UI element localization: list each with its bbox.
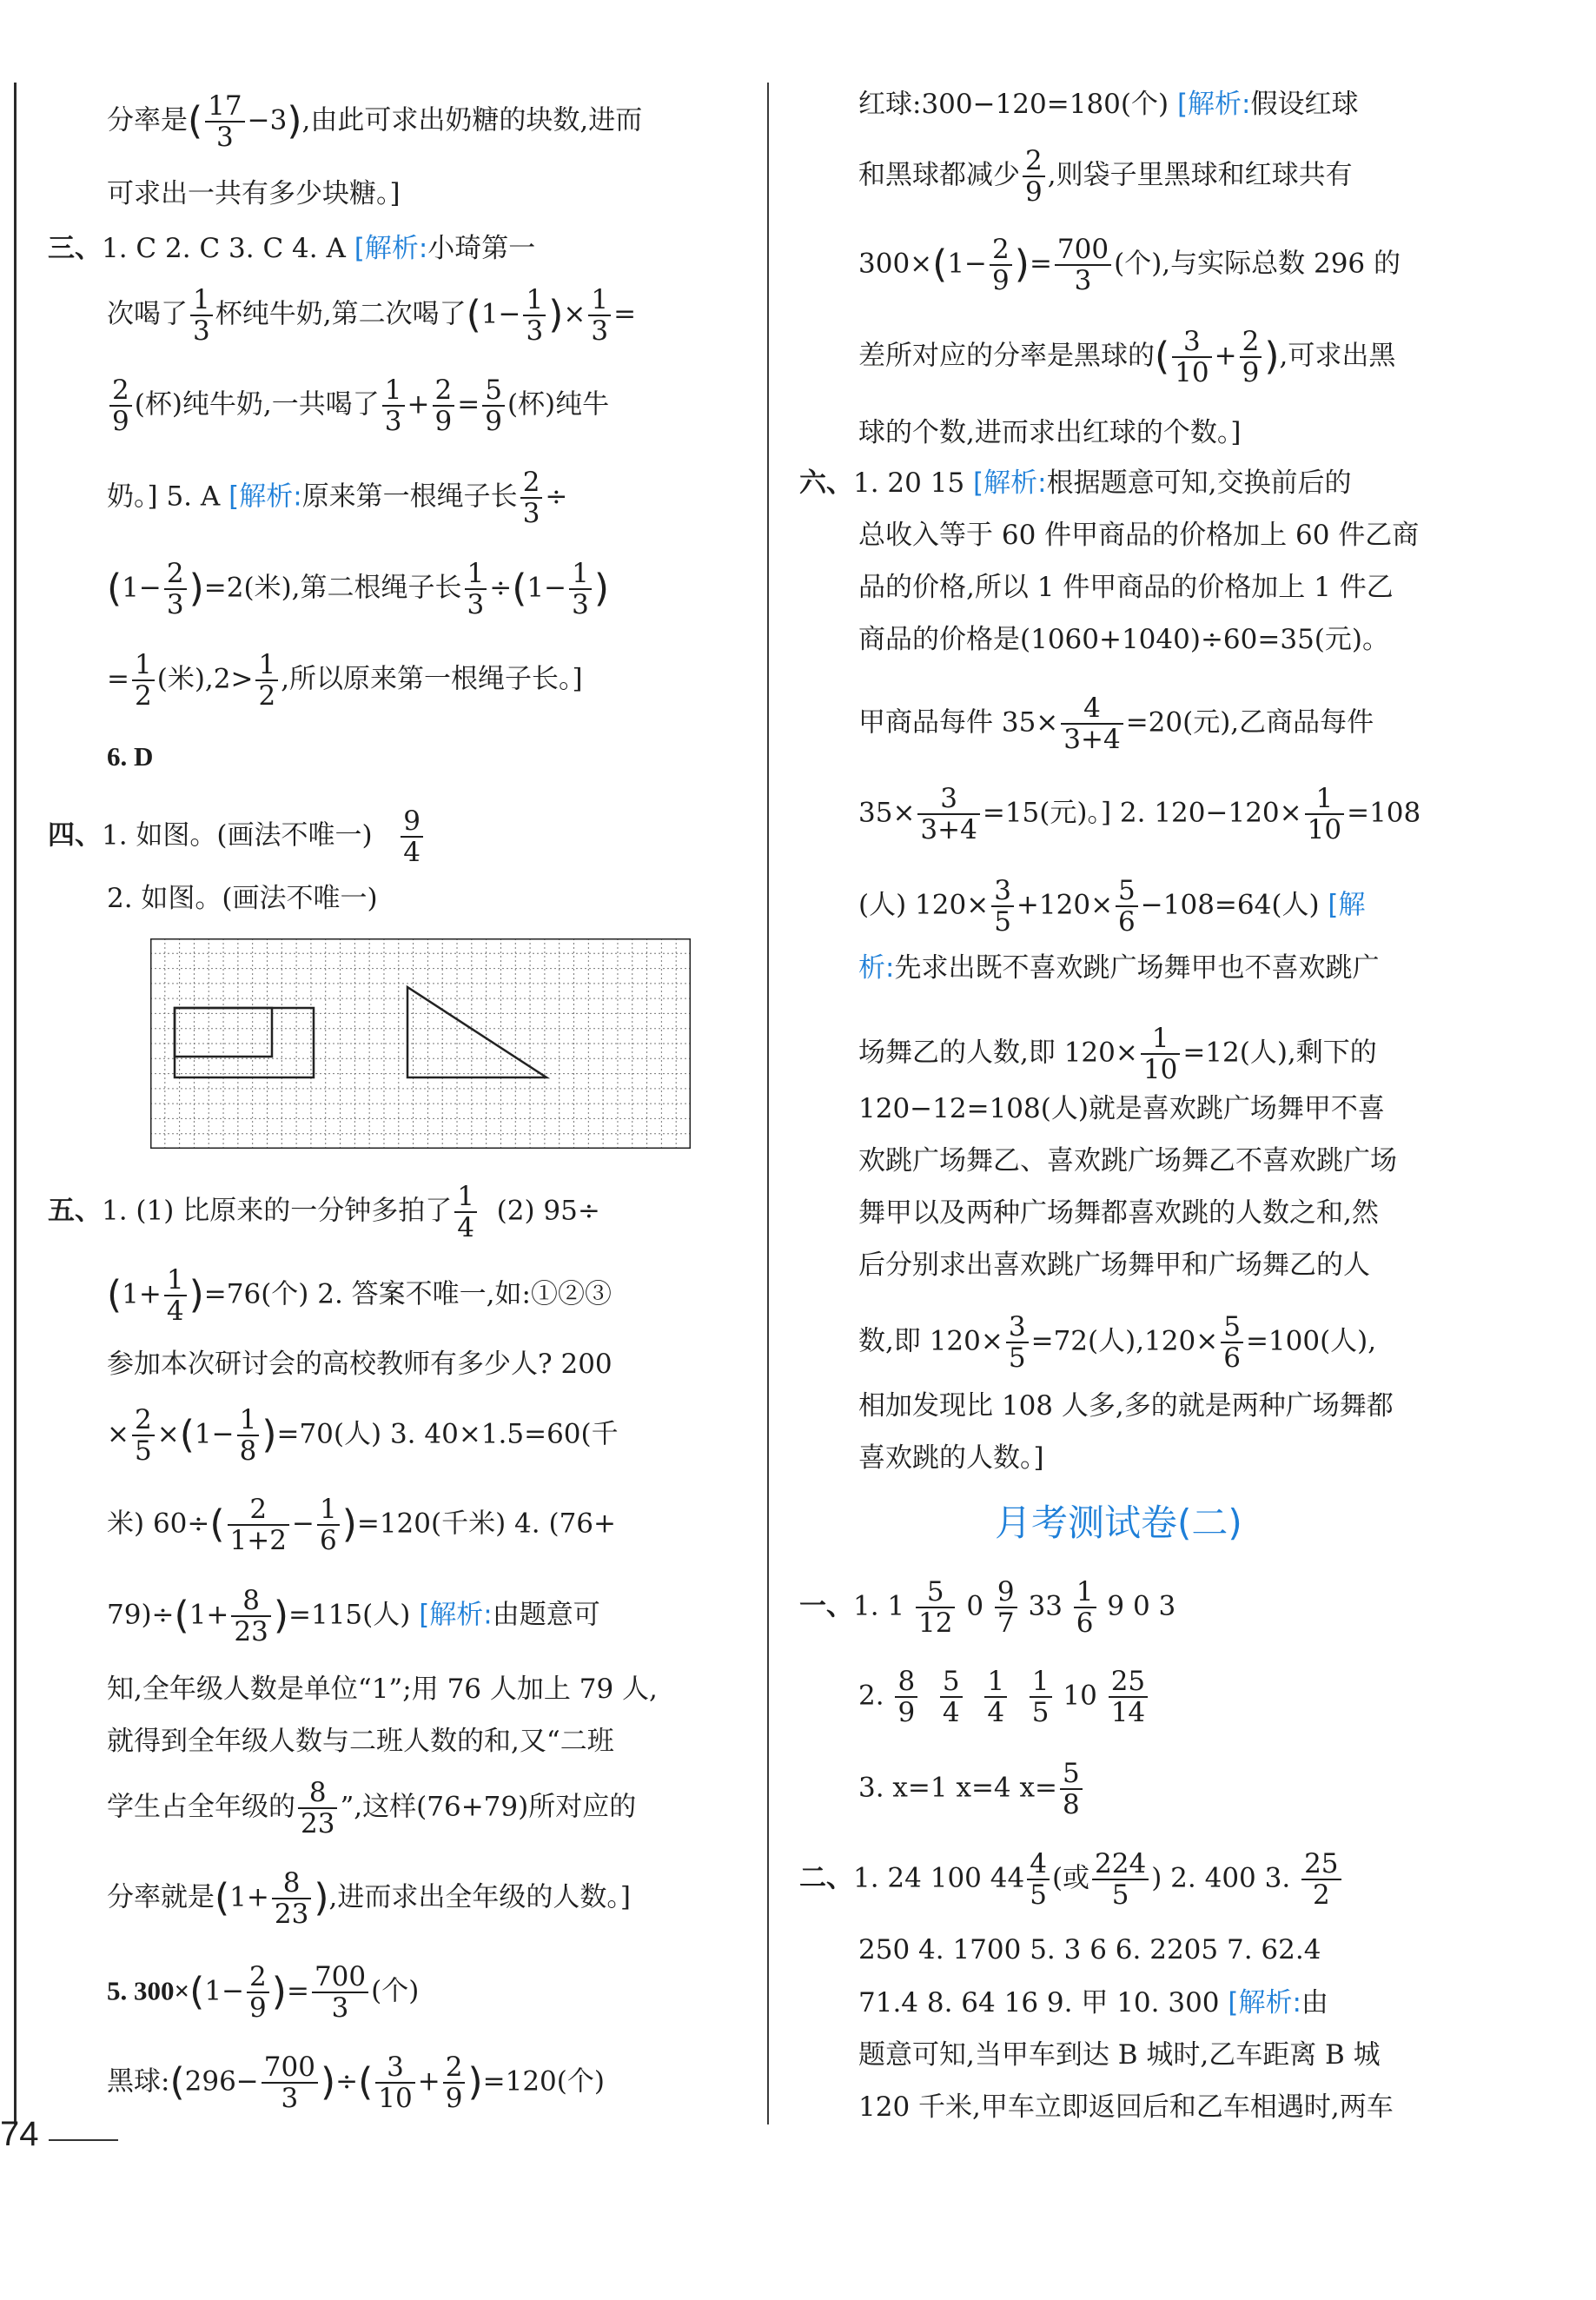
answer-line: 差所对应的分率是黑球的( $\frac{3}{10}$ + $\frac{2}{9}$ ),可求出黑 [858,326,1396,389]
answer-line: 商品的价格是(1060+1040)÷60=35(元)。 [858,624,1389,655]
answer-line: 舞甲以及两种广场舞都喜欢跳的人数之和,然 [858,1197,1379,1229]
answer-line: 数,即 120× $\frac{3}{5}$ =72(人),120× $\frac{5}{6}$ =100(人), [858,1311,1377,1375]
section-5-answers: 五、1. (1) 比原来的一分钟多拍了 $\frac{1}{4}$ (2) 95÷ [48,1181,600,1244]
answer-line: 米) 60÷( $\frac{2}{1+2}$ − $\frac{1}{6}$ )=120(千米) 4. (76+ [107,1494,616,1557]
answer-line: 参加本次研讨会的高校教师有多少人? 200 [107,1349,613,1380]
column-divider [767,83,769,2124]
answer-line: 6. D [107,741,154,772]
answer-line: 次喝了 $\frac{1}{3}$ 杯纯牛奶,第二次喝了(1− $\frac{1}{3}$ )× $\frac{1}{3}$ = [107,284,637,348]
answer-line: $\frac{2}{9}$ (杯)纯牛奶,一共喝了 $\frac{1}{3}$ + $\frac{2}{9}$ = $\frac{5}{9}$ (杯)纯牛 [107,375,609,436]
answer-line: (1− $\frac{2}{3}$ )=2(米),第二根绳子长 $\frac{1}{3}$ ÷(1− $\frac{1}{3}$ ) [107,558,610,621]
answer-line: 2. $\frac{8}{9}$ $\frac{5}{4}$ $\frac{1}{4}$ $\frac{1}{5}$ 10 $\frac{25}{14}$ [858,1667,1150,1727]
answer-line: 71.4 8. 64 16 9. 甲 10. 300 [解析:由 [858,1987,1328,2018]
right-triangle-shape [407,987,546,1077]
answer-line: 2. 如图。(画法不唯一) [107,883,378,914]
answer-line: 红球:300−120=180(个) [解析:假设红球 [858,89,1359,120]
rectangle-shape [175,1008,314,1077]
answer-line: 分率就是(1+ $\frac{8}{23}$ ),进而求出全年级的人数。] [107,1867,631,1931]
answer-line: 分率是( $\frac{17}{3}$ −3),由此可求出奶糖的块数,进而 [107,90,643,154]
answer-line: 欢跳广场舞乙、喜欢跳广场舞乙不喜欢跳广场 [858,1145,1397,1177]
inner-rectangle-shape [175,1008,272,1057]
answer-line: 品的价格,所以 1 件甲商品的价格加上 1 件乙 [858,572,1394,603]
answer-line: 5. 300×(1− $\frac{2}{9}$ )= $\frac{700}{3}$ (个) [107,1961,420,2025]
answer-line: (1+ $\frac{1}{4}$ )=76(个) 2. 答案不唯一,如:①②③ [107,1264,612,1328]
answer-line: (人) 120× $\frac{3}{5}$ +120× $\frac{5}{6}$ −108=64(人) [解 [858,875,1366,938]
answer-line: 喜欢跳的人数。] [858,1442,1044,1474]
answer-line: 甲商品每件 35× $\frac{4}{3+4}$ =20(元),乙商品每件 [858,693,1374,756]
section-title: 月考测试卷(二) [995,1501,1242,1544]
answer-line: 就得到全年级人数与二班人数的和,又“二班 [107,1726,614,1757]
answer-line: 35× $\frac{3}{3+4}$ =15(元)。] 2. 120−120× $\frac{1}{10}$ =108 [858,783,1421,846]
answer-line: 析:先求出既不喜欢跳广场舞甲也不喜欢跳广 [858,952,1380,984]
answer-line: 120−12=108(人)就是喜欢跳广场舞甲不喜 [858,1093,1385,1124]
answer-line: = $\frac{1}{2}$ (米),2> $\frac{1}{2}$ ,所以原来第一根绳子长。] [107,649,583,713]
answer-line: 题意可知,当甲车到达 B 城时,乙车距离 B 城 [858,2039,1381,2071]
section-1-answers: 一、1. 1 $\frac{5}{12}$ 0 $\frac{9}{7}$ 33 $\frac{1}{6}$ 9 0 3 [799,1576,1176,1640]
answer-line: 和黑球都减少 $\frac{2}{9}$ ,则袋子里黑球和红球共有 [858,145,1353,209]
page-number-rule [49,2139,118,2141]
answer-line: 120 千米,甲车立即返回后和乙车相遇时,两车 [858,2091,1394,2123]
answer-line: 3. x=1 x=4 x= $\frac{5}{8}$ [858,1759,1085,1819]
answer-line: 后分别求出喜欢跳广场舞甲和广场舞乙的人 [858,1249,1370,1281]
answer-line: 300×(1− $\frac{2}{9}$ )= $\frac{700}{3}$ (个),与实际总数 296 的 [858,234,1401,297]
section-4-answers: 四、1. 如图。(画法不唯一) $\frac{9}{4}$ [48,806,426,867]
answer-line: 学生占全年级的 $\frac{8}{23}$ ”,这样(76+79)所对应的 [107,1777,637,1840]
answer-line: × $\frac{2}{5}$ ×(1− $\frac{1}{8}$ )=70(人) 3. 40×1.5=60(千 [107,1404,619,1468]
grid-lines [150,938,691,1149]
answer-line: 总收入等于 60 件甲商品的价格加上 60 件乙商 [858,520,1420,551]
answer-line: 奶。] 5. A [解析:原来第一根绳子长 $\frac{2}{3}$ ÷ [107,467,568,530]
answer-line: 相加发现比 108 人多,多的就是两种广场舞都 [858,1390,1394,1422]
page-left-edge-rule [14,83,17,2124]
answer-line: 79)÷(1+ $\frac{8}{23}$ )=115(人) [解析:由题意可 [107,1585,600,1648]
section-2-answers: 二、1. 24 100 44 $\frac{4}{5}$ (或 $\frac{224}{5}$ ) 2. 400 3. $\frac{25}{2}$ [799,1849,1344,1910]
answer-line: 知,全年级人数是单位“1”;用 76 人加上 79 人, [107,1674,658,1705]
answer-line: 球的个数,进而求出红球的个数。] [858,417,1242,448]
answer-line: 黑球:(296− $\frac{700}{3}$ )÷( $\frac{3}{10}$ + $\frac{2}{9}$ )=120(个) [107,2051,605,2115]
answer-line: 场舞乙的人数,即 120× $\frac{1}{10}$ =12(人),剩下的 [858,1023,1377,1086]
answer-line: 250 4. 1700 5. 3 6 6. 2205 7. 62.4 [858,1934,1321,1965]
section-3-answers: 三、1. C 2. C 3. C 4. A [解析:小琦第一 [48,233,536,264]
section-6-answers: 六、1. 20 15 [解析:根据题意可知,交换前后的 [799,467,1352,499]
grid-figure [150,938,691,1149]
page-number: 74 [0,2115,39,2153]
answer-line: 可求出一共有多少块糖。] [107,178,401,209]
